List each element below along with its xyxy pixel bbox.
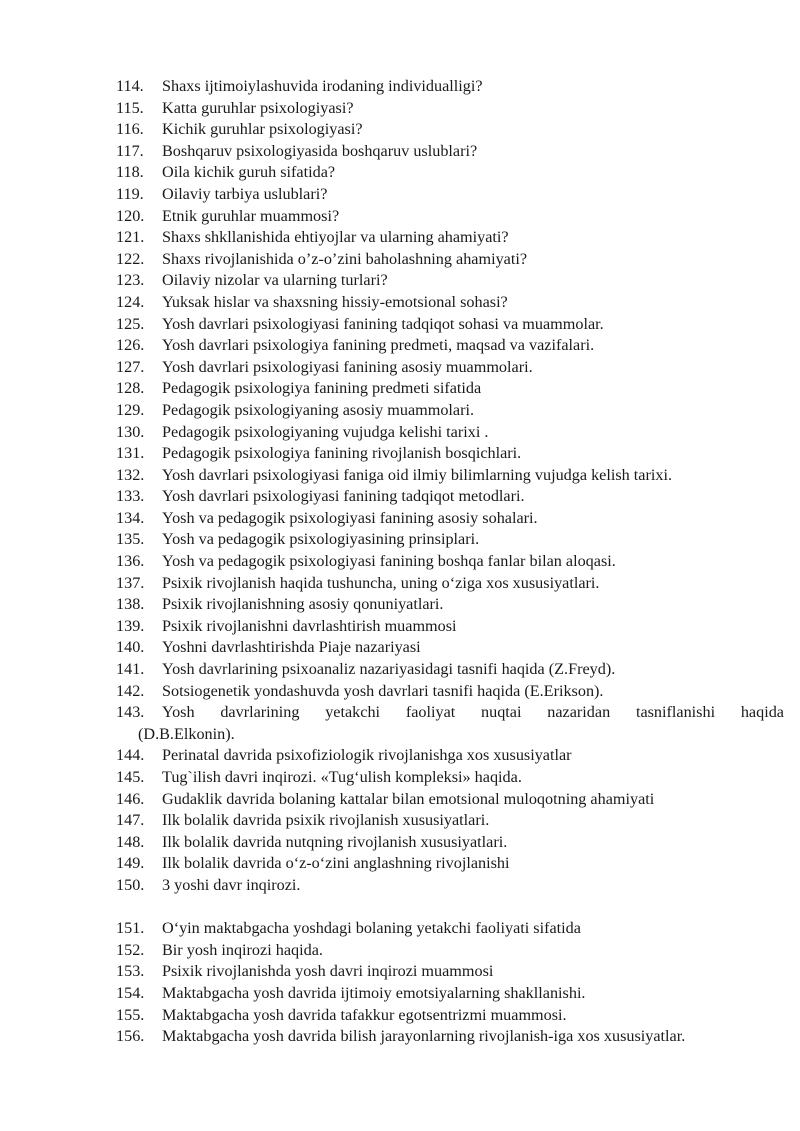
item-number: 119.: [116, 184, 144, 203]
list-item: [0, 789, 800, 811]
list-item: [0, 637, 800, 659]
item-text: Psixik rivojlanishda yosh davri inqirozi muammosi: [162, 962, 494, 981]
item-text: Psixik rivojlanishning asosiy qonuniyatlari.: [162, 595, 444, 614]
item-text: Yosh davrlarining psixoanaliz nazariyasidagi tasnifi haqida (Z.Freyd).: [162, 660, 616, 679]
list-item: [0, 508, 800, 530]
list-item: [0, 422, 800, 444]
list-item: [0, 659, 800, 681]
item-number: 130.: [116, 422, 145, 441]
item-number: 154.: [116, 983, 145, 1002]
list-item: [0, 76, 800, 98]
item-text: Etnik guruhlar muammosi?: [162, 206, 340, 225]
list-item: [0, 378, 800, 400]
item-number: 120.: [116, 206, 145, 225]
item-text: Yosh davrlarining yetakchi faoliyat nuqtai nazaridan tasniflanishi haqida: [162, 703, 784, 722]
item-text: Yuksak hislar va shaxsning hissiy-emotsional sohasi?: [162, 292, 508, 311]
list-item: [0, 465, 800, 487]
list-item: [0, 184, 800, 206]
item-number: 134.: [116, 508, 145, 527]
item-text: Pedagogik psixologiya fanining rivojlanish bosqichlari.: [162, 444, 522, 463]
item-text: Yosh davrlari psixologiyasi fanining tadqiqot sohasi va muammolar.: [162, 314, 604, 333]
list-item: [0, 832, 800, 854]
item-number: 156.: [116, 1027, 145, 1046]
item-number: 136.: [116, 552, 145, 571]
list-item: [0, 551, 800, 573]
item-number: 122.: [116, 249, 145, 268]
list-item: [0, 918, 800, 940]
item-text: Yosh davrlari psixologiya fanining predmeti, maqsad va vazifalari.: [162, 336, 595, 355]
list-item: [0, 573, 800, 595]
item-number: 128.: [116, 379, 145, 398]
item-number: 126.: [116, 336, 145, 355]
item-text: Kichik guruhlar psixologiyasi?: [162, 120, 363, 139]
item-text: Yosh davrlari psixologiyasi fanining tadqiqot metodlari.: [162, 487, 525, 506]
item-text: Maktabgacha yosh davrida bilish jarayonlarning rivojlanish-iga xos xususiyatlar.: [162, 1027, 686, 1046]
list-item: [0, 227, 800, 249]
item-number: 125.: [116, 314, 145, 333]
item-text: Yosh davrlari psixologiyasi faniga oid ilmiy bilimlarning vujudga kelish tarixi.: [162, 465, 673, 484]
list-item: [0, 162, 800, 184]
item-text: Tug`ilish davri inqirozi. «Tug‘ulish kompleksi» haqida.: [162, 768, 522, 786]
item-text: Katta guruhlar psixologiyasi?: [162, 98, 354, 117]
item-number: 123.: [116, 271, 145, 290]
item-text: Gudaklik davrida bolaning kattalar bilan emotsional muloqotning ahamiyati: [162, 789, 655, 808]
item-number: 146.: [116, 789, 145, 808]
item-text: Shaxs rivojlanishida o’z-o’zini baholashning ahamiyati?: [162, 249, 528, 268]
item-text: Psixik rivojlanish haqida tushuncha, uning o‘ziga xos xususiyatlari.: [162, 573, 600, 592]
item-number: 115.: [116, 98, 144, 117]
list-item: [0, 357, 800, 379]
item-text: Yosh va pedagogik psixologiyasining prinsiplari.: [162, 530, 480, 549]
item-number: 124.: [116, 292, 145, 311]
list-item: [0, 594, 800, 616]
list-item: [0, 529, 800, 551]
list-item: [0, 983, 800, 1005]
list-item: [0, 940, 800, 962]
item-number: 121.: [116, 228, 145, 247]
item-text: Boshqaruv psixologiyasida boshqaruv uslublari?: [162, 141, 478, 160]
list-item: [0, 141, 800, 163]
list-item: [0, 292, 800, 314]
item-number: 145.: [116, 768, 145, 786]
item-number: 116.: [116, 120, 144, 139]
item-number: 129.: [116, 400, 145, 419]
list-item: [0, 745, 800, 767]
item-text: O‘yin maktabgacha yoshdagi bolaning yetakchi faoliyati sifatida: [162, 919, 581, 938]
item-text: Pedagogik psixologiyaning vujudga kelishi tarixi .: [162, 422, 489, 441]
item-number: 131.: [116, 444, 145, 463]
item-number: 139.: [116, 616, 145, 635]
list-item: [0, 702, 800, 745]
list-item: [0, 400, 800, 422]
item-number: 133.: [116, 487, 145, 506]
item-text: Psixik rivojlanishni davrlashtirish muammosi: [162, 616, 457, 635]
item-text: Oila kichik guruh sifatida?: [162, 163, 336, 182]
item-text: Pedagogik psixologiyaning asosiy muammolari.: [162, 400, 475, 419]
item-number: 155.: [116, 1005, 145, 1024]
item-text: Shaxs ijtimoiylashuvida irodaning individualligi?: [162, 77, 483, 95]
item-number: 118.: [116, 163, 144, 182]
item-text: Maktabgacha yosh davrida tafakkur egotsentrizmi muammosi.: [162, 1005, 567, 1024]
list-item: [0, 119, 800, 141]
item-text: 3 yoshi davr inqirozi.: [162, 875, 301, 894]
item-number: 135.: [116, 530, 145, 549]
list-item: [0, 1005, 800, 1027]
item-number: 137.: [116, 573, 145, 592]
item-text: Ilk bolalik davrida o‘z-o‘zini anglashning rivojlanishi: [162, 854, 510, 873]
list-item: [0, 98, 800, 120]
item-text: Yosh davrlari psixologiyasi fanining asosiy muammolari.: [162, 357, 533, 376]
list-item: [0, 1026, 800, 1048]
item-number: 144.: [116, 746, 145, 765]
item-text: Shaxs shkllanishida ehtiyojlar va ularning ahamiyati?: [162, 228, 509, 247]
item-text: Pedagogik psixologiya fanining predmeti sifatida: [162, 379, 482, 398]
list-item: [0, 486, 800, 508]
list-item: [0, 206, 800, 228]
list-item: [0, 875, 800, 897]
item-number: 148.: [116, 832, 145, 851]
list-item: [0, 616, 800, 638]
item-text: Ilk bolalik davrida nutqning rivojlanish xususiyatlari.: [162, 832, 508, 851]
list-gap: [0, 897, 800, 919]
item-text: Perinatal davrida psixofiziologik rivojlanishga xos xususiyatlar: [162, 746, 572, 765]
item-number: 141.: [116, 660, 145, 679]
list-item: [0, 270, 800, 292]
item-text: Oilaviy tarbiya uslublari?: [162, 184, 328, 203]
item-text: Maktabgacha yosh davrida ijtimoiy emotsiyalarning shakllanishi.: [162, 983, 586, 1002]
item-number: 138.: [116, 595, 145, 614]
item-text: Yoshni davrlashtirishda Piaje nazariyasi: [162, 638, 421, 657]
question-list: [0, 76, 800, 1048]
list-item: [0, 249, 800, 271]
list-item: [0, 314, 800, 336]
item-text: Bir yosh inqirozi haqida.: [162, 940, 323, 959]
list-item: [0, 767, 800, 789]
item-number: 152.: [116, 940, 145, 959]
item-number: 114.: [116, 77, 144, 95]
item-text-continuation: (D.B.Elkonin).: [138, 724, 235, 743]
item-number: 117.: [116, 141, 144, 160]
list-item: [0, 443, 800, 465]
item-number: 142.: [116, 681, 145, 700]
item-text: Yosh va pedagogik psixologiyasi fanining boshqa fanlar bilan aloqasi.: [162, 552, 616, 571]
item-number: 147.: [116, 811, 145, 830]
item-text: Oilaviy nizolar va ularning turlari?: [162, 271, 388, 290]
item-number: 127.: [116, 357, 145, 376]
item-number: 151.: [116, 919, 145, 938]
list-item: [0, 961, 800, 983]
item-number: 149.: [116, 854, 145, 873]
item-number: 150.: [116, 875, 145, 894]
item-text: Yosh va pedagogik psixologiyasi fanining asosiy sohalari.: [162, 508, 538, 527]
list-item: [0, 853, 800, 875]
list-item: [0, 681, 800, 703]
list-item: [0, 335, 800, 357]
item-number: 153.: [116, 962, 145, 981]
item-text: Ilk bolalik davrida psixik rivojlanish xususiyatlari.: [162, 811, 490, 830]
list-item: [0, 810, 800, 832]
item-number: 132.: [116, 465, 145, 484]
item-text: Sotsiogenetik yondashuvda yosh davrlari tasnifi haqida (E.Erikson).: [162, 681, 604, 700]
item-number: 143.: [116, 703, 145, 722]
item-number: 140.: [116, 638, 145, 657]
